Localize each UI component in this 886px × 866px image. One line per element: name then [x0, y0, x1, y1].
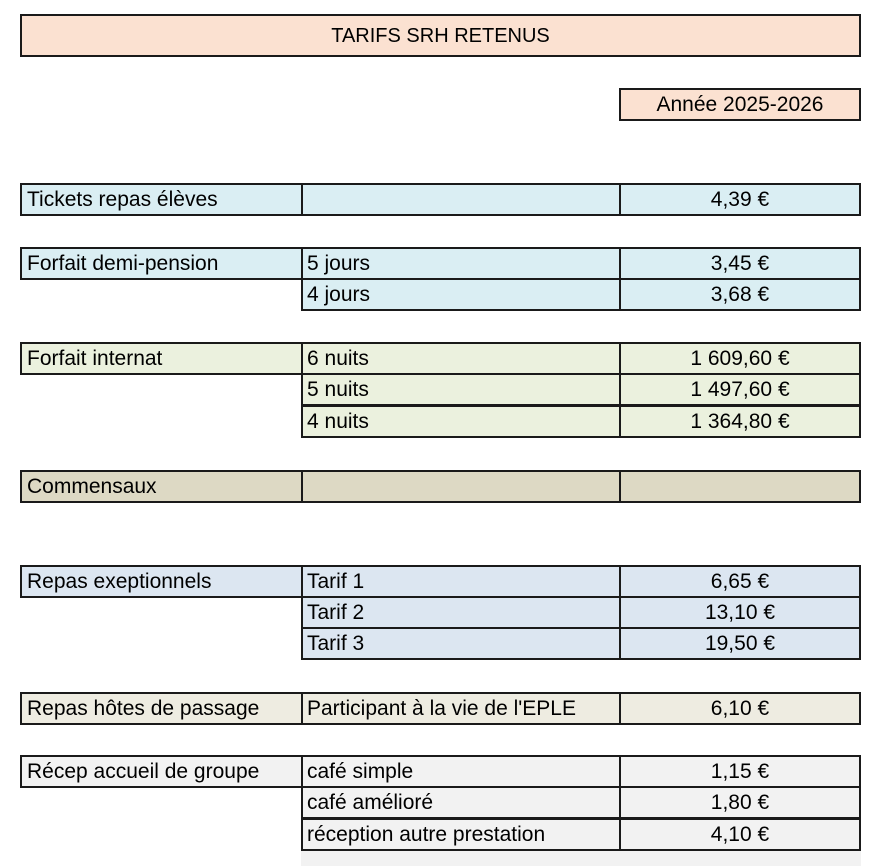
groupe-sub-2: café amélioré: [301, 786, 621, 819]
internat-sub-2: 5 nuits: [301, 373, 621, 406]
demi-pension-value-1: 3,45 €: [619, 247, 861, 280]
internat-label: Forfait internat: [20, 342, 303, 375]
groupe-value-2: 1,80 €: [619, 786, 861, 819]
hotes-label: Repas hôtes de passage: [20, 692, 303, 725]
exceptionnels-sub-3: Tarif 3: [301, 627, 621, 660]
hotes-value: 6,10 €: [619, 692, 861, 725]
internat-sub-3: 4 nuits: [301, 405, 621, 438]
commensaux-label: Commensaux: [20, 470, 303, 503]
groupe-sub-3: réception autre prestation: [301, 818, 621, 851]
internat-value-1: 1 609,60 €: [619, 342, 861, 375]
internat-sub-1: 6 nuits: [301, 342, 621, 375]
exceptionnels-sub-2: Tarif 2: [301, 596, 621, 629]
exceptionnels-value-2: 13,10 €: [619, 596, 861, 629]
groupe-label: Récep accueil de groupe: [20, 755, 303, 788]
exceptionnels-label: Repas exeptionnels: [20, 565, 303, 598]
tickets-sub: [301, 183, 621, 216]
internat-value-2: 1 497,60 €: [619, 373, 861, 406]
groupe-value-1: 1,15 €: [619, 755, 861, 788]
page-title: TARIFS SRH RETENUS: [20, 14, 861, 57]
tickets-value: 4,39 €: [619, 183, 861, 216]
hotes-sub: Participant à la vie de l'EPLE: [301, 692, 621, 725]
demi-pension-sub-2: 4 jours: [301, 278, 621, 311]
commensaux-sub: [301, 470, 621, 503]
groupe-sub-1: café simple: [301, 755, 621, 788]
internat-value-3: 1 364,80 €: [619, 405, 861, 438]
tickets-label: Tickets repas élèves: [20, 183, 303, 216]
exceptionnels-value-1: 6,65 €: [619, 565, 861, 598]
table-continuation: [301, 851, 861, 866]
commensaux-value: [619, 470, 861, 503]
demi-pension-sub-1: 5 jours: [301, 247, 621, 280]
demi-pension-label: Forfait demi-pension: [20, 247, 303, 280]
demi-pension-value-2: 3,68 €: [619, 278, 861, 311]
groupe-value-3: 4,10 €: [619, 818, 861, 851]
exceptionnels-value-3: 19,50 €: [619, 627, 861, 660]
exceptionnels-sub-1: Tarif 1: [301, 565, 621, 598]
year-label: Année 2025-2026: [619, 88, 861, 121]
